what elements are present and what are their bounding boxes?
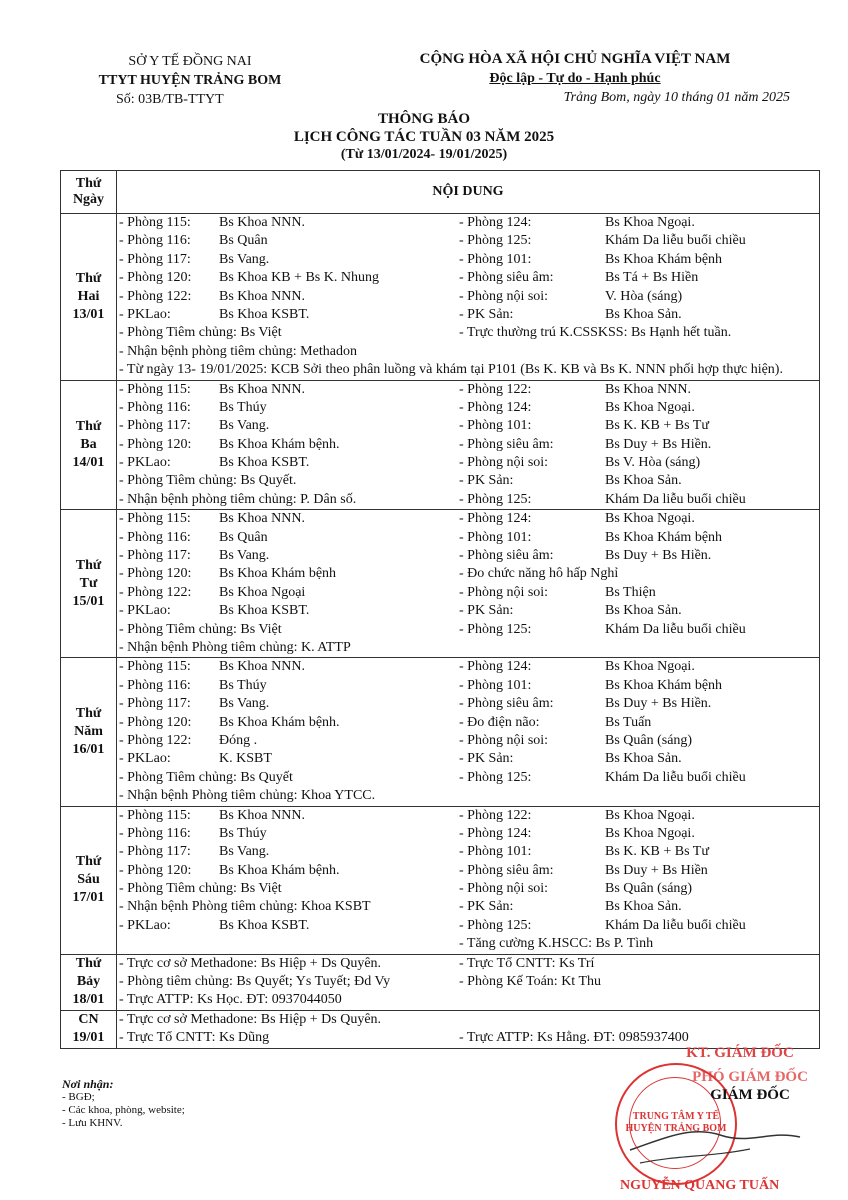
- day-label-line: Thứ: [75, 956, 102, 972]
- signature-title: GIÁM ĐỐC: [710, 1087, 790, 1103]
- schedule-line: [117, 214, 819, 232]
- schedule-line: [117, 843, 819, 861]
- day-label: [61, 380, 117, 510]
- header-day: Thứ Ngày: [61, 171, 117, 214]
- day-label-line: 17/01: [72, 890, 105, 906]
- assignee: Bs Vang.: [219, 696, 270, 712]
- room-label: - Phòng 116:: [119, 233, 191, 249]
- day-label: [61, 1010, 117, 1048]
- assignee: Bs Khoa Sản.: [605, 473, 682, 489]
- room-label: - Nhận bệnh Phòng tiêm chủng: Khoa KSBT: [119, 899, 371, 915]
- room-label: - Tăng cường K.HSCC: Bs P. Tình: [459, 936, 654, 952]
- room-label: - Trực cơ sở Methadone: Bs Hiệp + Ds Quyên.: [119, 955, 382, 971]
- schedule-line: [117, 621, 819, 639]
- assignee: Bs Duy + Bs Hiền: [605, 862, 708, 878]
- room-label: - Phòng 115:: [119, 659, 191, 675]
- assignee: Bs Khoa Ngoại.: [605, 399, 695, 415]
- room-label: - Phòng 115:: [119, 807, 191, 823]
- assignee: Bs Khoa Ngoại: [219, 584, 306, 600]
- day-label-line: Năm: [74, 723, 103, 739]
- assignee: Bs Khoa KSBT.: [219, 306, 310, 322]
- room-label: - Phòng 115:: [119, 511, 191, 527]
- room-label: - PKLao:: [119, 751, 171, 767]
- day-content: [117, 510, 820, 658]
- schedule-line: [117, 584, 819, 602]
- day-label-line: Bảy: [76, 974, 101, 990]
- assignee: Bs Khoa NNN.: [219, 381, 305, 397]
- day-content: [117, 380, 820, 510]
- assignee: Bs Khoa Ngoại.: [605, 659, 695, 675]
- room-label: - Trực thường trú K.CSSKSS: Bs Hạnh hết tuần.: [459, 325, 732, 341]
- assignee: Bs Khoa Sản.: [605, 751, 682, 767]
- room-label: - Phòng tiêm chủng: Bs Quyết; Ys Tuyết; Đd Vy: [119, 974, 391, 990]
- assignee: Bs Khoa Khám bệnh.: [219, 436, 340, 452]
- assignee: Bs V. Hòa (sáng): [605, 455, 701, 471]
- assignee: Bs Vang.: [219, 418, 270, 434]
- country-name: CỘNG HÒA XÃ HỘI CHỦ NGHĨA VIỆT NAM: [419, 51, 731, 67]
- schedule-line: [117, 750, 819, 768]
- day-label-line: Thứ: [75, 418, 102, 434]
- day-label-line: 13/01: [72, 306, 105, 322]
- room-label: - Phòng 124:: [459, 215, 532, 230]
- day-label: [61, 954, 117, 1010]
- header-content: NỘI DUNG: [117, 171, 820, 214]
- room-label: - Trực ATTP: Ks Học. ĐT: 0937044050: [119, 992, 342, 1008]
- day-label-line: Sáu: [77, 872, 100, 888]
- room-label: - Phòng 122:: [459, 807, 532, 823]
- schedule-line: [117, 602, 819, 620]
- assignee: Bs Khoa KSBT.: [219, 455, 310, 471]
- schedule-line: [117, 862, 819, 880]
- schedule-line: [117, 639, 819, 657]
- day-row: [61, 214, 820, 381]
- schedule-line: [117, 807, 819, 825]
- assignee: Bs Quân (sáng): [605, 732, 693, 748]
- schedule-line: [117, 935, 819, 953]
- room-label: - Phòng nội soi:: [459, 584, 549, 600]
- table-header-row: [61, 171, 820, 214]
- assignee: Bs Khoa NNN.: [219, 511, 305, 527]
- assignee: Bs Khoa KSBT.: [219, 603, 310, 619]
- assignee: Khám Da liễu buổi chiều: [605, 621, 746, 637]
- assignee: Bs Duy + Bs Hiền.: [605, 696, 712, 712]
- room-label: - Phòng siêu âm:: [459, 548, 554, 564]
- day-label: [61, 214, 117, 381]
- title-block: [0, 110, 848, 164]
- day-label-line: Thứ: [75, 854, 102, 870]
- room-label: - Phòng Tiêm chủng: Bs Quyết: [119, 769, 293, 785]
- room-label: - PKLao:: [119, 917, 171, 933]
- room-label: - Phòng nội soi:: [459, 455, 549, 471]
- signature-block: [600, 1045, 840, 1195]
- room-label: - Phòng 115:: [119, 381, 191, 397]
- day-row: [61, 806, 820, 954]
- day-content: [117, 214, 820, 381]
- room-label: - Phòng 101:: [459, 677, 532, 693]
- room-label: - Phòng 120:: [119, 566, 192, 582]
- room-label: - Phòng siêu âm:: [459, 696, 554, 712]
- schedule-line: [117, 677, 819, 695]
- schedule-line: [117, 732, 819, 750]
- schedule-line: [117, 251, 819, 269]
- schedule-line: [117, 399, 819, 417]
- room-label: - Phòng 117:: [119, 418, 191, 434]
- date-range: (Từ 13/01/2024- 19/01/2025): [340, 147, 508, 162]
- assignee: Bs Thiện: [605, 584, 656, 600]
- day-label-line: CN: [78, 1012, 99, 1028]
- day-row: [61, 954, 820, 1010]
- room-label: - PKLao:: [119, 455, 171, 471]
- assignee: Bs Thúy: [219, 677, 267, 693]
- assignee: Bs Tuấn: [605, 714, 652, 730]
- day-content: [117, 954, 820, 1010]
- schedule-line: [117, 917, 819, 935]
- assignee: Bs Khoa Khám bệnh: [605, 251, 723, 267]
- doc-title: THÔNG BÁO: [377, 111, 471, 127]
- day-label-line: 19/01: [72, 1030, 105, 1046]
- day-content: [117, 806, 820, 954]
- schedule-line: [117, 695, 819, 713]
- room-label: - Phòng 101:: [459, 844, 532, 860]
- room-label: - Phòng 122:: [119, 732, 192, 748]
- room-label: - Nhận bệnh Phòng tiêm chủng: K. ATTP: [119, 639, 351, 655]
- room-label: - Phòng 116:: [119, 677, 191, 693]
- schedule-line: [117, 361, 819, 379]
- room-label: - Phòng 120:: [119, 436, 192, 452]
- day-label-line: Thứ: [75, 557, 102, 573]
- assignee: Bs Khoa Ngoại.: [605, 807, 695, 823]
- schedule-line: [117, 324, 819, 342]
- assignee: V. Hòa (sáng): [605, 288, 683, 304]
- day-label-line: Thứ: [75, 705, 102, 721]
- room-label: - Nhận bệnh phòng tiêm chủng: P. Dân số.: [119, 491, 357, 507]
- assignee: Bs Khoa NNN.: [219, 288, 305, 304]
- schedule-line: [117, 491, 819, 509]
- assignee: Khám Da liễu buổi chiều: [605, 917, 746, 933]
- assignee: Khám Da liễu buổi chiều: [605, 233, 746, 249]
- room-label: - Phòng 120:: [119, 714, 192, 730]
- day-row: [61, 658, 820, 806]
- room-label: - Phòng Tiêm chủng: Bs Quyết.: [119, 473, 297, 489]
- assignee: Bs Duy + Bs Hiền.: [605, 436, 712, 452]
- room-label: - Phòng Tiêm chủng: Bs Việt: [119, 881, 282, 897]
- assignee: Bs K. KB + Bs Tư: [605, 844, 709, 860]
- header-right: [360, 50, 790, 107]
- assignee: Bs Khoa NNN.: [605, 381, 691, 397]
- schedule-table: [60, 170, 820, 1049]
- room-label: - Trực Tổ CNTT: Ks Trí: [459, 955, 595, 971]
- room-label: - Phòng Tiêm chủng: Bs Việt: [119, 621, 282, 637]
- assignee: Bs Khoa NNN.: [219, 659, 305, 675]
- schedule-line: [117, 306, 819, 324]
- day-label-line: Ba: [80, 436, 97, 452]
- org-name: TTYT HUYỆN TRẢNG BOM: [98, 73, 282, 88]
- assignee: Bs Khoa NNN.: [219, 807, 305, 823]
- schedule-line: [117, 343, 819, 361]
- assignee: Bs Khoa Khám bệnh: [605, 677, 723, 693]
- room-label: - Phòng 125:: [459, 491, 532, 507]
- schedule-line: [117, 825, 819, 843]
- assignee: Khám Da liễu buổi chiều: [605, 769, 746, 785]
- room-label: - Phòng siêu âm:: [459, 436, 554, 452]
- room-label: - Phòng 124:: [459, 399, 532, 415]
- room-label: - Phòng Kế Toán: Kt Thu: [459, 974, 601, 990]
- assignee: Bs Quân: [219, 233, 268, 249]
- room-label: - Phòng 101:: [459, 251, 532, 267]
- assignee: Bs Khoa NNN.: [219, 215, 305, 230]
- assignee: Bs Quân (sáng): [605, 881, 693, 897]
- room-label: - Phòng 122:: [459, 381, 532, 397]
- room-label: - Phòng 124:: [459, 659, 532, 675]
- assignee: Bs Khoa Sản.: [605, 306, 682, 322]
- room-label: - PK Sản:: [459, 306, 514, 322]
- day-label-line: 16/01: [72, 741, 105, 757]
- room-label: - Phòng 125:: [459, 233, 532, 249]
- schedule-line: [117, 955, 819, 973]
- assignee: Bs Khoa Sản.: [605, 899, 682, 915]
- schedule-line: [117, 436, 819, 454]
- room-label: - Phòng nội soi:: [459, 881, 549, 897]
- schedule-line: [117, 510, 819, 528]
- schedule-line: [117, 973, 819, 991]
- day-label-line: Thứ: [75, 270, 102, 286]
- schedule-line: [117, 565, 819, 583]
- schedule-line: [117, 658, 819, 676]
- assignee: Bs Khoa Khám bệnh.: [219, 862, 340, 878]
- room-label: - Phòng 117:: [119, 548, 191, 564]
- assignee: Bs Vang.: [219, 548, 270, 564]
- signer-name: NGUYỄN QUANG TUẤN: [620, 1178, 780, 1193]
- schedule-line: [117, 454, 819, 472]
- room-label: - Phòng nội soi:: [459, 732, 549, 748]
- room-label: - Nhận bệnh Phòng tiêm chủng: Khoa YTCC.: [119, 788, 376, 804]
- room-label: - Phòng siêu âm:: [459, 862, 554, 878]
- schedule-line: [117, 787, 819, 805]
- schedule-body: [61, 214, 820, 1049]
- schedule-line: [117, 769, 819, 787]
- day-row: [61, 380, 820, 510]
- schedule-line: [117, 472, 819, 490]
- schedule-line: [117, 547, 819, 565]
- day-label-line: Tư: [79, 575, 98, 591]
- room-label: - PK Sản:: [459, 603, 514, 619]
- assignee: Bs Khoa Khám bệnh: [605, 529, 723, 545]
- room-label: - Phòng Tiêm chủng: Bs Việt: [119, 325, 282, 341]
- stamp-prefix: KT. GIÁM ĐỐC: [686, 1045, 794, 1061]
- recipient-item: - BGĐ;: [62, 1091, 95, 1103]
- room-label: - Trực cơ sở Methadone: Bs Hiệp + Ds Quyên.: [119, 1011, 382, 1027]
- org-parent: SỞ Y TẾ ĐỒNG NAI: [128, 54, 252, 69]
- recipients-block: [62, 1078, 185, 1130]
- room-label: - Phòng siêu âm:: [459, 270, 554, 286]
- room-label: - Phòng 101:: [459, 418, 532, 434]
- room-label: - PK Sản:: [459, 751, 514, 767]
- schedule-line: [117, 288, 819, 306]
- schedule-line: [117, 714, 819, 732]
- assignee: Bs Khoa Ngoại.: [605, 825, 695, 841]
- assignee: Bs Khoa Khám bệnh.: [219, 714, 340, 730]
- room-label: - Trực ATTP: Ks Hằng. ĐT: 0985937400: [459, 1030, 689, 1046]
- room-label: - Phòng 115:: [119, 215, 191, 230]
- doc-subtitle: LỊCH CÔNG TÁC TUẦN 03 NĂM 2025: [293, 129, 555, 145]
- room-label: - PK Sản:: [459, 473, 514, 489]
- day-content: [117, 658, 820, 806]
- room-label: - Đo chức năng hô hấp Nghỉ: [459, 566, 619, 582]
- day-label-line: Hai: [77, 288, 100, 304]
- schedule-line: [117, 898, 819, 916]
- assignee: Bs Quân: [219, 529, 268, 545]
- room-label: - Phòng 116:: [119, 399, 191, 415]
- day-label: [61, 806, 117, 954]
- room-label: - Phòng 124:: [459, 825, 532, 841]
- room-label: - Nhận bệnh phòng tiêm chủng: Methadon: [119, 343, 357, 359]
- room-label: - Từ ngày 13- 19/01/2025: KCB Sởi theo phân luồng và khám tại P101 (Bs K. KB và Bs K. NNN phối hợp thực hiện).: [119, 362, 783, 378]
- assignee: Bs Khoa KSBT.: [219, 917, 310, 933]
- assignee: Bs Duy + Bs Hiền.: [605, 548, 712, 564]
- room-label: - PK Sản:: [459, 899, 514, 915]
- assignee: Bs Khoa Sản.: [605, 603, 682, 619]
- place-date: Trảng Bom, ngày 10 tháng 01 năm 2025: [563, 90, 790, 105]
- room-label: - PKLao:: [119, 306, 171, 322]
- assignee: Bs Khoa Ngoại.: [605, 511, 695, 527]
- recipient-item: - Lưu KHNV.: [62, 1117, 123, 1129]
- day-label: [61, 658, 117, 806]
- schedule-line: [117, 381, 819, 399]
- assignee: Bs Vang.: [219, 844, 270, 860]
- schedule-line: [117, 269, 819, 287]
- room-label: - Phòng 117:: [119, 844, 191, 860]
- room-label: - Phòng nội soi:: [459, 288, 549, 304]
- schedule-line: [117, 529, 819, 547]
- day-row: [61, 510, 820, 658]
- room-label: - Phòng 124:: [459, 511, 532, 527]
- assignee: Bs K. KB + Bs Tư: [605, 418, 709, 434]
- assignee: K. KSBT: [219, 751, 272, 767]
- assignee: Khám Da liễu buổi chiều: [605, 491, 746, 507]
- room-label: - Phòng 125:: [459, 621, 532, 637]
- room-label: - Phòng 116:: [119, 529, 191, 545]
- assignee: Đóng .: [219, 732, 258, 748]
- schedule-line: [117, 991, 819, 1009]
- room-label: - Phòng 120:: [119, 270, 192, 286]
- handwritten-signature: [600, 1045, 840, 1195]
- room-label: - Phòng 122:: [119, 584, 192, 600]
- assignee: Bs Khoa KB + Bs K. Nhung: [219, 270, 379, 286]
- room-label: - Phòng 122:: [119, 288, 192, 304]
- room-label: - PKLao:: [119, 603, 171, 619]
- schedule-line: [117, 880, 819, 898]
- room-label: - Phòng 120:: [119, 862, 192, 878]
- assignee: Bs Tá + Bs Hiền: [605, 270, 699, 286]
- day-label-line: 14/01: [72, 454, 105, 470]
- day-label: [61, 510, 117, 658]
- room-label: - Phòng 125:: [459, 769, 532, 785]
- seal-text: TRUNG TÂM Y TẾ HUYỆN TRẢNG BOM: [625, 1111, 727, 1134]
- room-label: - Phòng 117:: [119, 696, 191, 712]
- assignee: Bs Khoa Ngoại.: [605, 215, 695, 230]
- room-label: - Phòng 117:: [119, 251, 191, 267]
- motto: Độc lập - Tự do - Hạnh phúc: [489, 71, 661, 86]
- recipients-label: Nơi nhận:: [62, 1077, 114, 1091]
- day-row: [61, 1010, 820, 1048]
- room-label: - Phòng 101:: [459, 529, 532, 545]
- assignee: Bs Vang.: [219, 251, 270, 267]
- schedule-line: [117, 417, 819, 435]
- room-label: - Phòng 116:: [119, 825, 191, 841]
- room-label: - Trực Tổ CNTT: Ks Dũng: [119, 1030, 270, 1046]
- day-label-line: 18/01: [72, 992, 105, 1008]
- assignee: Bs Khoa Khám bệnh: [219, 566, 337, 582]
- room-label: - Phòng 125:: [459, 917, 532, 933]
- stamp-prefix-2: PHÓ GIÁM ĐỐC: [692, 1069, 808, 1085]
- doc-number: Số: 03B/TB-TTYT: [116, 92, 224, 107]
- header-left: [60, 52, 320, 109]
- day-content: [117, 1010, 820, 1048]
- day-label-line: 15/01: [72, 593, 105, 609]
- schedule-line: [117, 232, 819, 250]
- assignee: Bs Thúy: [219, 399, 267, 415]
- schedule-line: [117, 1011, 819, 1029]
- recipient-item: - Các khoa, phòng, website;: [62, 1104, 185, 1116]
- assignee: Bs Thúy: [219, 825, 267, 841]
- room-label: - Đo điện não:: [459, 714, 540, 730]
